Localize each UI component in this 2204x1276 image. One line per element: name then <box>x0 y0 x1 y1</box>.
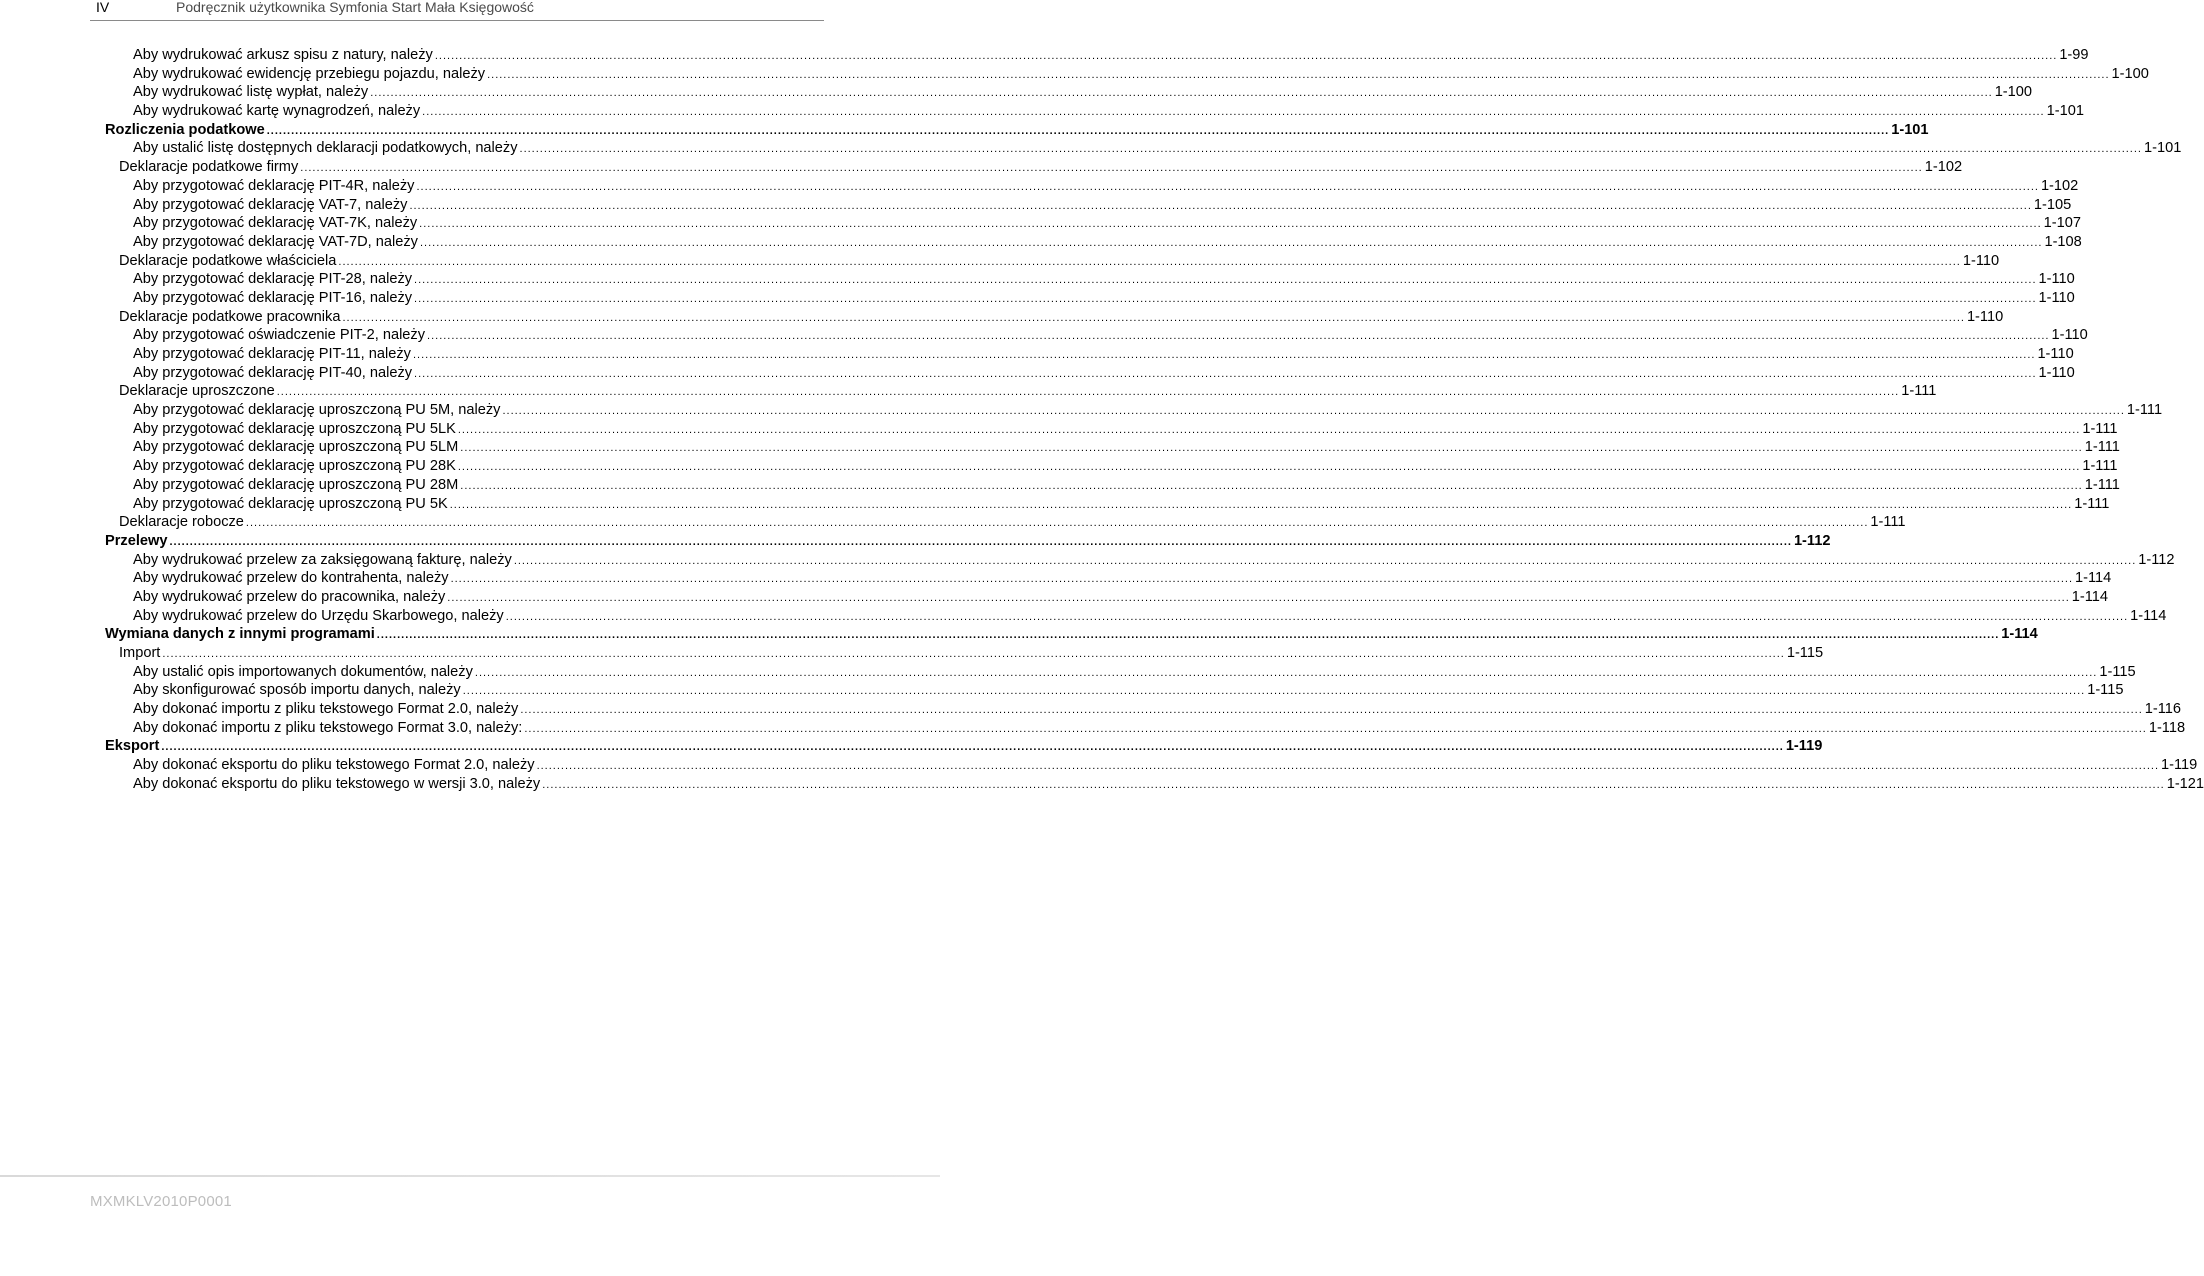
dot-leader: ................................................................................................................................................................................................................................................................................................................................................................................................................ <box>419 218 2042 231</box>
toc-entry-title: Aby skonfigurować sposób importu danych, należy <box>133 682 461 699</box>
dot-leader: ................................................................................................................................................................................................................................................................................................................................................................................................................ <box>419 236 2043 249</box>
toc-entry[interactable] <box>105 252 2000 271</box>
toc-entry-page: 1-100 <box>1994 84 2033 101</box>
dot-leader: ................................................................................................................................................................................................................................................................................................................................................................................................................ <box>536 760 2160 773</box>
dot-leader: ................................................................................................................................................................................................................................................................................................................................................................................................................ <box>542 778 2165 791</box>
toc-entry-title: Eksport <box>105 738 160 755</box>
toc-entry-title: Przelewy <box>105 532 168 549</box>
dot-leader: ................................................................................................................................................................................................................................................................................................................................................................................................................ <box>519 143 2142 156</box>
toc-entry-page: 1-119 <box>1785 738 1823 755</box>
table-of-contents <box>105 46 2204 794</box>
header-divider <box>90 20 824 21</box>
dot-leader: ................................................................................................................................................................................................................................................................................................................................................................................................................ <box>524 722 2147 735</box>
toc-entry-title: Aby przygotować deklarację VAT-7K, należy <box>133 215 418 232</box>
toc-entry-title: Deklaracje uproszczone <box>119 383 275 400</box>
toc-entry-page: 1-110 <box>2051 327 2088 344</box>
toc-entry-title: Deklaracje podatkowe właściciela <box>119 252 337 269</box>
toc-entry[interactable] <box>105 495 2110 514</box>
toc-entry-page: 1-101 <box>1891 121 1929 138</box>
dot-leader: ................................................................................................................................................................................................................................................................................................................................................................................................................ <box>409 199 2032 212</box>
toc-entry-page: 1-110 <box>2038 364 2075 381</box>
toc-entry-title: Aby przygotować deklarację PIT-4R, należy <box>133 177 415 194</box>
dot-leader: ................................................................................................................................................................................................................................................................................................................................................................................................................ <box>169 535 1792 548</box>
toc-entry[interactable] <box>105 401 2163 420</box>
toc-entry-title: Wymiana danych z innymi programami <box>105 626 375 643</box>
toc-entry-page: 1-112 <box>1793 532 1831 549</box>
toc-entry-page: 1-111 <box>2082 458 2118 475</box>
toc-entry[interactable] <box>105 420 2118 439</box>
toc-entry[interactable] <box>105 102 2084 121</box>
toc-entry-title: Aby wydrukować przelew do Urzędu Skarbowego, należy <box>133 607 504 624</box>
toc-entry-title: Aby przygotować deklarację uproszczoną PU 5LM <box>133 439 459 456</box>
toc-entry-title: Aby wydrukować kartę wynagrodzeń, należy <box>133 103 421 120</box>
toc-entry-title: Rozliczenia podatkowe <box>105 121 265 138</box>
toc-entry-title: Deklaracje podatkowe pracownika <box>119 308 341 325</box>
toc-entry-title: Deklaracje podatkowe firmy <box>119 159 299 176</box>
toc-entry-title: Aby wydrukować listę wypłat, należy <box>133 84 369 101</box>
toc-entry-page: 1-102 <box>2040 177 2079 194</box>
toc-entry[interactable] <box>105 476 2120 495</box>
toc-entry[interactable] <box>105 532 1831 551</box>
page-header <box>90 0 824 22</box>
toc-entry-page: 1-111 <box>2082 420 2118 437</box>
toc-entry[interactable] <box>105 681 2124 700</box>
toc-entry-page: 1-111 <box>2074 495 2110 512</box>
toc-entry[interactable] <box>105 775 2204 794</box>
toc-entry[interactable] <box>105 625 2038 644</box>
dot-leader: ................................................................................................................................................................................................................................................................................................................................................................................................................ <box>414 367 2037 380</box>
toc-entry-page: 1-101 <box>2046 103 2084 120</box>
toc-entry[interactable] <box>105 719 2186 738</box>
toc-entry-page: 1-100 <box>2111 65 2149 82</box>
toc-entry-title: Aby przygotować deklarację VAT-7D, należy <box>133 233 418 250</box>
toc-entry-page: 1-111 <box>1870 514 1906 531</box>
toc-entry[interactable] <box>105 737 1823 756</box>
dot-leader: ................................................................................................................................................................................................................................................................................................................................................................................................................ <box>502 405 2125 418</box>
toc-entry-title: Aby przygotować deklarację uproszczoną PU 28M <box>133 476 459 493</box>
toc-entry-page: 1-112 <box>2138 551 2175 568</box>
toc-entry[interactable] <box>105 700 2182 719</box>
toc-entry[interactable] <box>105 270 2075 289</box>
dot-leader: ................................................................................................................................................................................................................................................................................................................................................................................................................ <box>462 685 2086 698</box>
toc-entry[interactable] <box>105 663 2136 682</box>
toc-entry-title: Aby przygotować deklarację PIT-11, należy <box>133 346 411 362</box>
dot-leader: ................................................................................................................................................................................................................................................................................................................................................................................................................ <box>457 423 2081 436</box>
toc-entry-title: Aby ustalić opis importowanych dokumentów, należy <box>133 663 473 680</box>
dot-leader: ................................................................................................................................................................................................................................................................................................................................................................................................................ <box>370 87 1993 100</box>
dot-leader: ................................................................................................................................................................................................................................................................................................................................................................................................................ <box>342 311 1965 324</box>
dot-leader: ................................................................................................................................................................................................................................................................................................................................................................................................................ <box>460 442 2083 455</box>
document-title: Podręcznik użytkownika Symfonia Start Mała Księgowość <box>176 0 534 15</box>
toc-entry-page: 1-115 <box>2087 682 2124 699</box>
dot-leader: ................................................................................................................................................................................................................................................................................................................................................................................................................ <box>449 498 2073 511</box>
dot-leader: ................................................................................................................................................................................................................................................................................................................................................................................................................ <box>505 610 2129 623</box>
toc-entry-title: Aby wydrukować przelew do kontrahenta, należy <box>133 570 449 587</box>
toc-entry[interactable] <box>105 569 2112 588</box>
toc-entry-title: Aby przygotować deklarację VAT-7, należy <box>133 196 408 213</box>
dot-leader: ................................................................................................................................................................................................................................................................................................................................................................................................................ <box>276 386 1900 399</box>
toc-entry[interactable] <box>105 345 2074 364</box>
toc-entry-page: 1-110 <box>2038 289 2075 306</box>
toc-entry-title: Aby wydrukować arkusz spisu z natury, należy <box>133 47 433 63</box>
toc-entry-page: 1-101 <box>2143 140 2182 157</box>
dot-leader: ................................................................................................................................................................................................................................................................................................................................................................................................................ <box>266 124 1890 137</box>
dot-leader: ................................................................................................................................................................................................................................................................................................................................................................................................................ <box>414 292 2037 305</box>
dot-leader: ................................................................................................................................................................................................................................................................................................................................................................................................................ <box>416 180 2039 193</box>
toc-entry-title: Aby ustalić listę dostępnych deklaracji podatkowych, należy <box>133 140 518 157</box>
toc-entry-page: 1-111 <box>2084 476 2120 493</box>
toc-entry-title: Aby przygotować deklarację PIT-28, należy <box>133 271 413 288</box>
toc-entry-page: 1-115 <box>1786 645 1824 661</box>
toc-entry-page: 1-114 <box>2001 626 2038 643</box>
toc-entry-page: 1-114 <box>2075 570 2112 587</box>
toc-entry[interactable] <box>105 196 2072 215</box>
dot-leader: ................................................................................................................................................................................................................................................................................................................................................................................................................ <box>376 629 2000 642</box>
toc-entry-page: 1-108 <box>2044 233 2082 250</box>
dot-leader: ................................................................................................................................................................................................................................................................................................................................................................................................................ <box>457 461 2081 474</box>
footer-divider <box>0 1175 940 1177</box>
toc-entry[interactable] <box>105 233 2082 252</box>
toc-entry[interactable] <box>105 177 2079 196</box>
toc-entry[interactable] <box>105 139 2182 158</box>
toc-entry-title: Aby wydrukować przelew do pracownika, należy <box>133 588 446 605</box>
toc-entry-page: 1-119 <box>2161 757 2198 774</box>
dot-leader: ................................................................................................................................................................................................................................................................................................................................................................................................................ <box>245 517 1869 530</box>
toc-entry-title: Aby dokonać importu z pliku tekstowego Format 2.0, należy <box>133 701 519 718</box>
toc-entry[interactable] <box>105 756 2198 775</box>
toc-entry-title: Aby dokonać importu z pliku tekstowego Format 3.0, należy: <box>133 719 523 736</box>
toc-entry[interactable] <box>105 121 1929 140</box>
dot-leader: ................................................................................................................................................................................................................................................................................................................................................................................................................ <box>460 479 2083 492</box>
toc-entry-page: 1-115 <box>2099 663 2136 680</box>
toc-entry[interactable] <box>105 513 1906 532</box>
dot-leader: ................................................................................................................................................................................................................................................................................................................................................................................................................ <box>487 68 2110 81</box>
toc-entry-page: 1-111 <box>1901 383 1937 400</box>
toc-entry-title: Aby przygotować oświadczenie PIT-2, należy <box>133 327 426 344</box>
dot-leader: ................................................................................................................................................................................................................................................................................................................................................................................................................ <box>474 666 2098 679</box>
toc-entry-page: 1-116 <box>2144 701 2182 718</box>
dot-leader: ................................................................................................................................................................................................................................................................................................................................................................................................................ <box>434 50 2058 62</box>
dot-leader: ................................................................................................................................................................................................................................................................................................................................................................................................................ <box>427 330 2050 343</box>
toc-entry-page: 1-111 <box>2126 402 2163 419</box>
toc-entry-page: 1-110 <box>1966 308 2004 325</box>
toc-entry[interactable] <box>105 551 2175 570</box>
toc-entry-page: 1-102 <box>1924 159 1963 176</box>
toc-entry-title: Aby przygotować deklarację PIT-16, należy <box>133 289 413 306</box>
dot-leader: ................................................................................................................................................................................................................................................................................................................................................................................................................ <box>414 274 2037 287</box>
toc-entry-title: Import <box>119 645 161 661</box>
toc-entry-title: Aby przygotować deklarację uproszczoną PU 28K <box>133 458 456 475</box>
toc-entry[interactable] <box>105 46 2089 65</box>
toc-entry-page: 1-110 <box>2037 346 2074 362</box>
toc-entry-page: 1-111 <box>2084 439 2120 456</box>
dot-leader: ................................................................................................................................................................................................................................................................................................................................................................................................................ <box>447 591 2070 604</box>
toc-entry-page: 1-121 <box>2166 775 2204 792</box>
toc-entry[interactable] <box>105 83 2033 102</box>
dot-leader: ................................................................................................................................................................................................................................................................................................................................................................................................................ <box>162 648 1785 660</box>
toc-entry[interactable] <box>105 308 2004 327</box>
toc-entry[interactable] <box>105 382 1937 401</box>
toc-entry-title: Aby przygotować deklarację uproszczoną PU 5M, należy <box>133 402 501 419</box>
dot-leader: ................................................................................................................................................................................................................................................................................................................................................................................................................ <box>450 573 2074 586</box>
toc-entry[interactable] <box>105 457 2118 476</box>
toc-entry-page: 1-107 <box>2043 215 2081 232</box>
toc-entry[interactable] <box>105 214 2081 233</box>
toc-entry-title: Aby przygotować deklarację PIT-40, należy <box>133 364 413 381</box>
toc-entry-page: 1-105 <box>2033 196 2072 213</box>
toc-entry[interactable] <box>105 65 2149 84</box>
toc-entry-title: Aby przygotować deklarację uproszczoną PU 5LK <box>133 420 456 437</box>
dot-leader: ................................................................................................................................................................................................................................................................................................................................................................................................................ <box>412 349 2036 361</box>
dot-leader: ................................................................................................................................................................................................................................................................................................................................................................................................................ <box>338 255 1961 268</box>
toc-entry-title: Aby wydrukować przelew za zaksięgowaną fakturę, należy <box>133 551 512 568</box>
toc-entry-page: 1-110 <box>2038 271 2075 288</box>
toc-entry-page: 1-110 <box>1962 252 2000 269</box>
toc-entry-title: Aby dokonać eksportu do pliku tekstowego w wersji 3.0, należy <box>133 775 541 792</box>
toc-entry-title: Aby dokonać eksportu do pliku tekstowego Format 2.0, należy <box>133 757 535 774</box>
document-code: MXMKLV2010P0001 <box>90 1193 232 1210</box>
dot-leader: ................................................................................................................................................................................................................................................................................................................................................................................................................ <box>513 554 2137 567</box>
toc-entry-title: Aby wydrukować ewidencję przebiegu pojazdu, należy <box>133 65 486 82</box>
dot-leader: ................................................................................................................................................................................................................................................................................................................................................................................................................ <box>161 741 1784 754</box>
toc-entry[interactable] <box>105 364 2075 383</box>
dot-leader: ................................................................................................................................................................................................................................................................................................................................................................................................................ <box>520 704 2143 717</box>
toc-entry[interactable] <box>105 588 2109 607</box>
toc-entry-page: 1-114 <box>2071 588 2109 605</box>
toc-entry-title: Deklaracje robocze <box>119 514 244 531</box>
toc-entry-page: 1-118 <box>2148 719 2186 736</box>
dot-leader: ................................................................................................................................................................................................................................................................................................................................................................................................................ <box>422 106 2045 119</box>
toc-entry[interactable] <box>105 326 2088 345</box>
toc-entry[interactable] <box>105 438 2120 457</box>
page-number: IV <box>96 0 110 15</box>
toc-entry-page: 1-99 <box>2059 47 2089 63</box>
toc-entry-title: Aby przygotować deklarację uproszczoną PU 5K <box>133 495 448 512</box>
toc-entry[interactable] <box>105 158 1963 177</box>
toc-entry[interactable] <box>105 607 2167 626</box>
toc-entry[interactable] <box>105 289 2075 308</box>
toc-entry-page: 1-114 <box>2130 607 2167 624</box>
dot-leader: ................................................................................................................................................................................................................................................................................................................................................................................................................ <box>300 162 1923 175</box>
toc-entry[interactable] <box>105 644 1824 663</box>
